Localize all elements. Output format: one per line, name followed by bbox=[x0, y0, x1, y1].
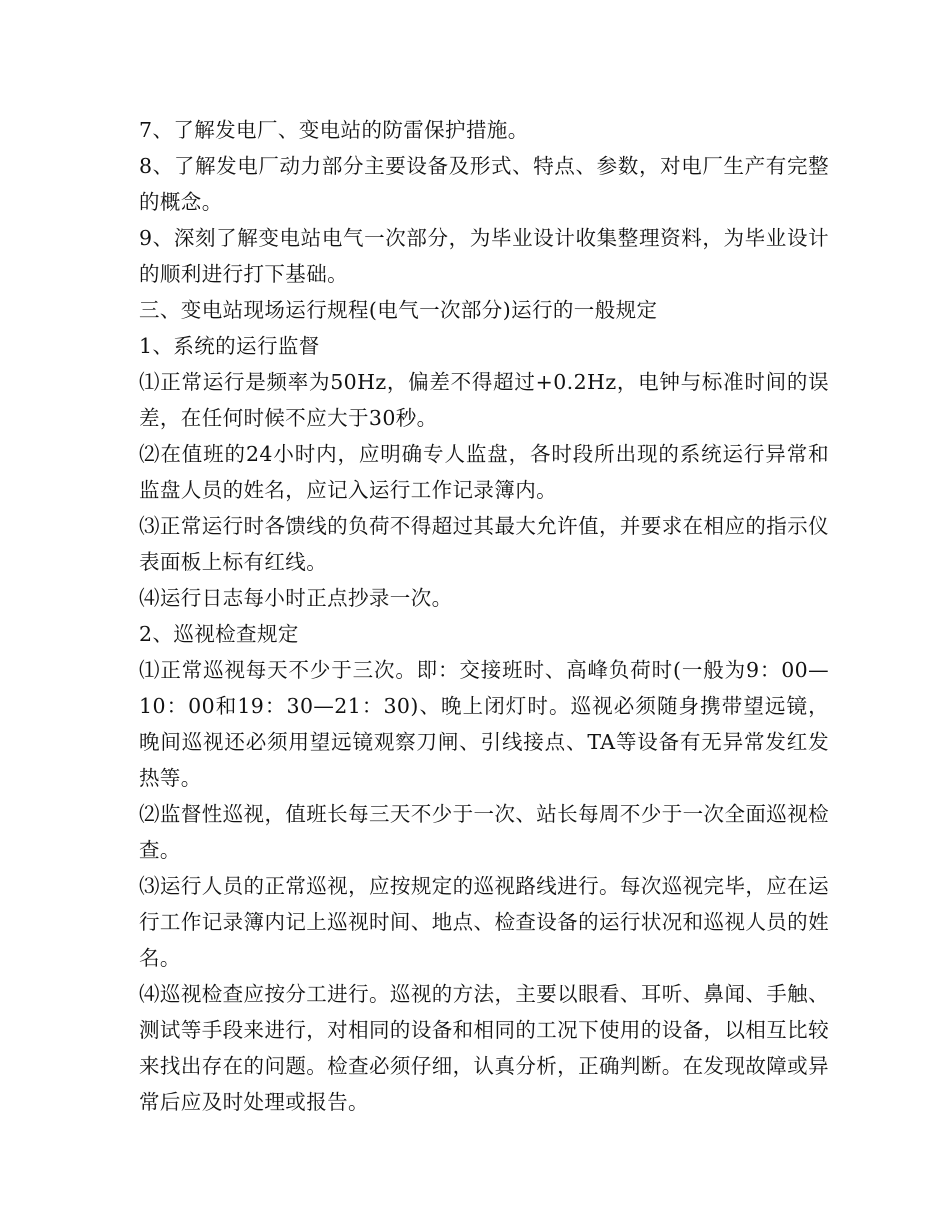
subsection-heading-1: 1、系统的运行监督 bbox=[139, 334, 320, 358]
paragraph-1-4: ⑷运行日志每小时正点抄录一次。 bbox=[139, 586, 453, 610]
paragraph-1-2: ⑵在值班的24小时内，应明确专人监盘，各时段所出现的系统运行异常和监盘人员的姓名，应记入运行工作记录簿内。 bbox=[139, 442, 829, 502]
document-body bbox=[139, 112, 829, 1120]
paragraph-2-2: ⑵监督性巡视，值班长每三天不少于一次、站长每周不少于一次全面巡视检查。 bbox=[139, 802, 829, 862]
paragraph-1-3: ⑶正常运行时各馈线的负荷不得超过其最大允许值，并要求在相应的指示仪表面板上标有红线。 bbox=[139, 514, 829, 574]
paragraph-2-4: ⑷巡视检查应按分工进行。巡视的方法，主要以眼看、耳听、鼻闻、手触、测试等手段来进行，对相同的设备和相同的工况下使用的设备，以相互比较来找出存在的问题。检查必须仔细，认真分析，正确判断。在发现故障或异常后应及时处理或报告。 bbox=[139, 982, 829, 1114]
paragraph-1-1: ⑴正常运行是频率为50Hz，偏差不得超过+0.2Hz，电钟与标准时间的误差，在任何时候不应大于30秒。 bbox=[139, 370, 829, 430]
paragraph-item-7: 7、了解发电厂、变电站的防雷保护措施。 bbox=[139, 118, 529, 142]
section-heading-3: 三、变电站现场运行规程(电气一次部分)运行的一般规定 bbox=[139, 298, 658, 322]
paragraph-item-9: 9、深刻了解变电站电气一次部分，为毕业设计收集整理资料，为毕业设计的顺利进行打下基础。 bbox=[139, 226, 829, 286]
paragraph-2-1: ⑴正常巡视每天不少于三次。即：交接班时、高峰负荷时(一般为9：00—10：00和19：30—21：30)、晚上闭灯时。巡视必须随身携带望远镜，晚间巡视还必须用望远镜观察刀闸、引线接点、TA等设备有无异常发红发热等。 bbox=[139, 658, 829, 790]
subsection-heading-2: 2、巡视检查规定 bbox=[139, 622, 299, 646]
paragraph-item-8: 8、了解发电厂动力部分主要设备及形式、特点、参数，对电厂生产有完整的概念。 bbox=[139, 154, 829, 214]
paragraph-2-3: ⑶运行人员的正常巡视，应按规定的巡视路线进行。每次巡视完毕，应在运行工作记录簿内记上巡视时间、地点、检查设备的运行状况和巡视人员的姓名。 bbox=[139, 874, 829, 970]
